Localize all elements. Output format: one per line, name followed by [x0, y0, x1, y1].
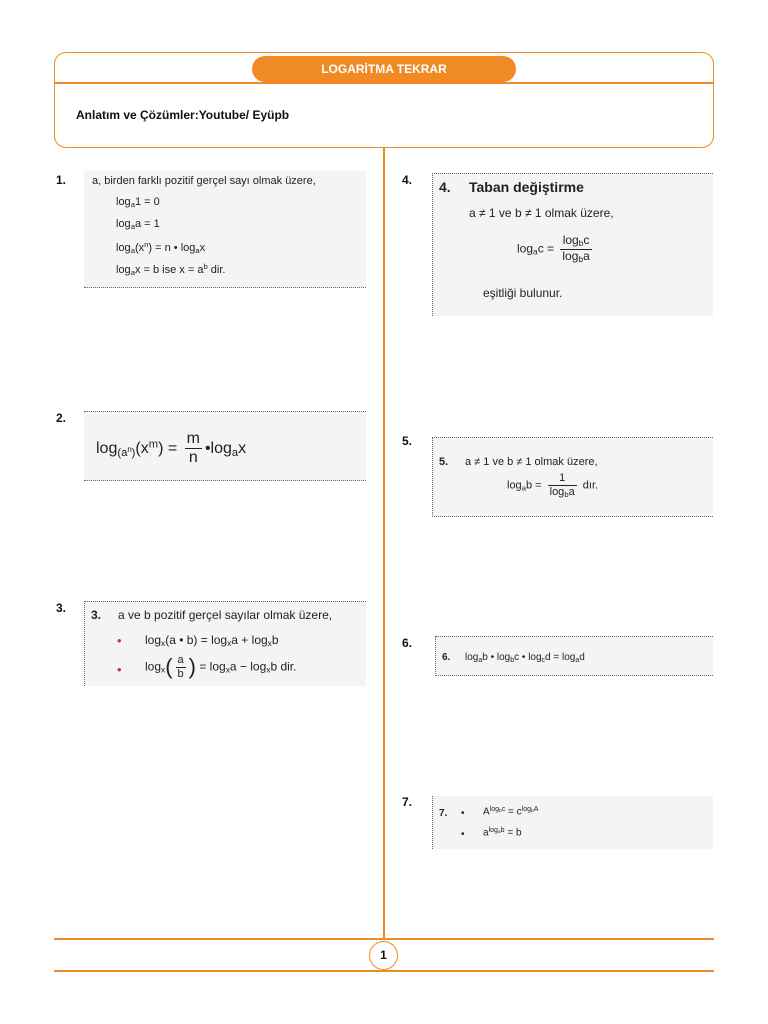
- q7-bullet-2: •: [461, 829, 465, 840]
- question-number-1: 1.: [56, 173, 67, 187]
- question-card-4: [432, 173, 713, 316]
- q7-bullet-1: •: [461, 808, 465, 819]
- q3-bullet-1: •: [117, 633, 122, 648]
- q6-formula: $\log_ab$ • $\log_bc$ • $\log_cd = \log_ad$: [465, 652, 585, 664]
- q4-inner-number: 4.: [439, 179, 451, 195]
- q3-inner-number: 3.: [91, 608, 102, 622]
- q4-formula: $\log_ac$ = $\frac{\log_bc}{\log_ba}$: [517, 233, 590, 264]
- q1-rule-1: $\log_a1 = 0$: [116, 196, 160, 209]
- page-subtitle: Anlatım ve Çözümler:Youtube/ Eyüpb: [76, 108, 290, 122]
- q5-inner-number: 5.: [439, 456, 449, 468]
- question-number-3: 3.: [56, 601, 67, 615]
- q4-result: eşitliği bulunur.: [483, 286, 563, 300]
- question-card-5: [432, 437, 713, 517]
- q5-condition: a ≠ 1 ve b ≠ 1 olmak üzere,: [465, 456, 598, 468]
- q4-condition: a ≠ 1 ve b ≠ 1 olmak üzere,: [469, 206, 614, 220]
- q3-rule-1: $\log_x(a$ • $b) = \log_xa + \log_xb$: [145, 633, 279, 649]
- q1-rule-3: $\log_a(x^n) = n$ • $\log_ax$: [116, 240, 206, 255]
- q7-inner-number: 7.: [439, 808, 448, 819]
- q1-intro: a, birden farklı pozitif gerçel sayı olmak üzere,: [92, 175, 316, 187]
- question-card-1: [84, 171, 366, 288]
- question-card-3: [84, 601, 366, 686]
- q6-inner-number: 6.: [442, 652, 451, 663]
- page-title: LOGARİTMA TEKRAR: [252, 56, 516, 82]
- question-card-6: [435, 636, 713, 676]
- q4-heading: Taban değiştirme: [469, 179, 584, 195]
- question-number-2: 2.: [56, 411, 67, 425]
- page-number: 1: [369, 941, 398, 970]
- q1-rule-4: $\log_ax = b$ ise $x = a^b$ dir.: [116, 262, 226, 277]
- q1-rule-2: $\log_aa = 1$: [116, 218, 160, 231]
- question-number-6: 6.: [402, 636, 413, 650]
- q3-tail: dir.: [280, 659, 297, 674]
- q3-intro: a ve b pozitif gerçel sayılar olmak üzere,: [118, 608, 333, 622]
- column-divider: [383, 148, 385, 938]
- q7-rule-2: $a^{log_ab} = b$: [483, 827, 522, 839]
- q5-formula: $\log_ab$ = $\frac{1}{\log_ba}$ dır.: [507, 472, 599, 499]
- q3-bullet-2: •: [117, 662, 122, 677]
- q2-formula: $\log_{(a^n)}(x^m)$ = $\frac{m}{n}$ $•\log_ax$: [96, 430, 247, 467]
- question-number-5: 5.: [402, 434, 413, 448]
- q5-tail: dır.: [582, 479, 599, 492]
- footer-rule-bottom: [54, 970, 714, 972]
- question-card-2: [84, 411, 366, 481]
- footer-rule-top: [54, 938, 714, 940]
- question-number-4: 4.: [402, 173, 413, 187]
- question-number-7: 7.: [402, 795, 413, 809]
- q7-rule-1: $A^{log_bc} = c^{log_bA}$: [483, 806, 539, 818]
- question-card-7: [432, 796, 713, 849]
- q3-rule-2: $\log_x$( $\frac{a}{b}$ ) = $\log_xa - \log_xb$ dir.: [145, 654, 297, 680]
- header-divider: [54, 82, 714, 84]
